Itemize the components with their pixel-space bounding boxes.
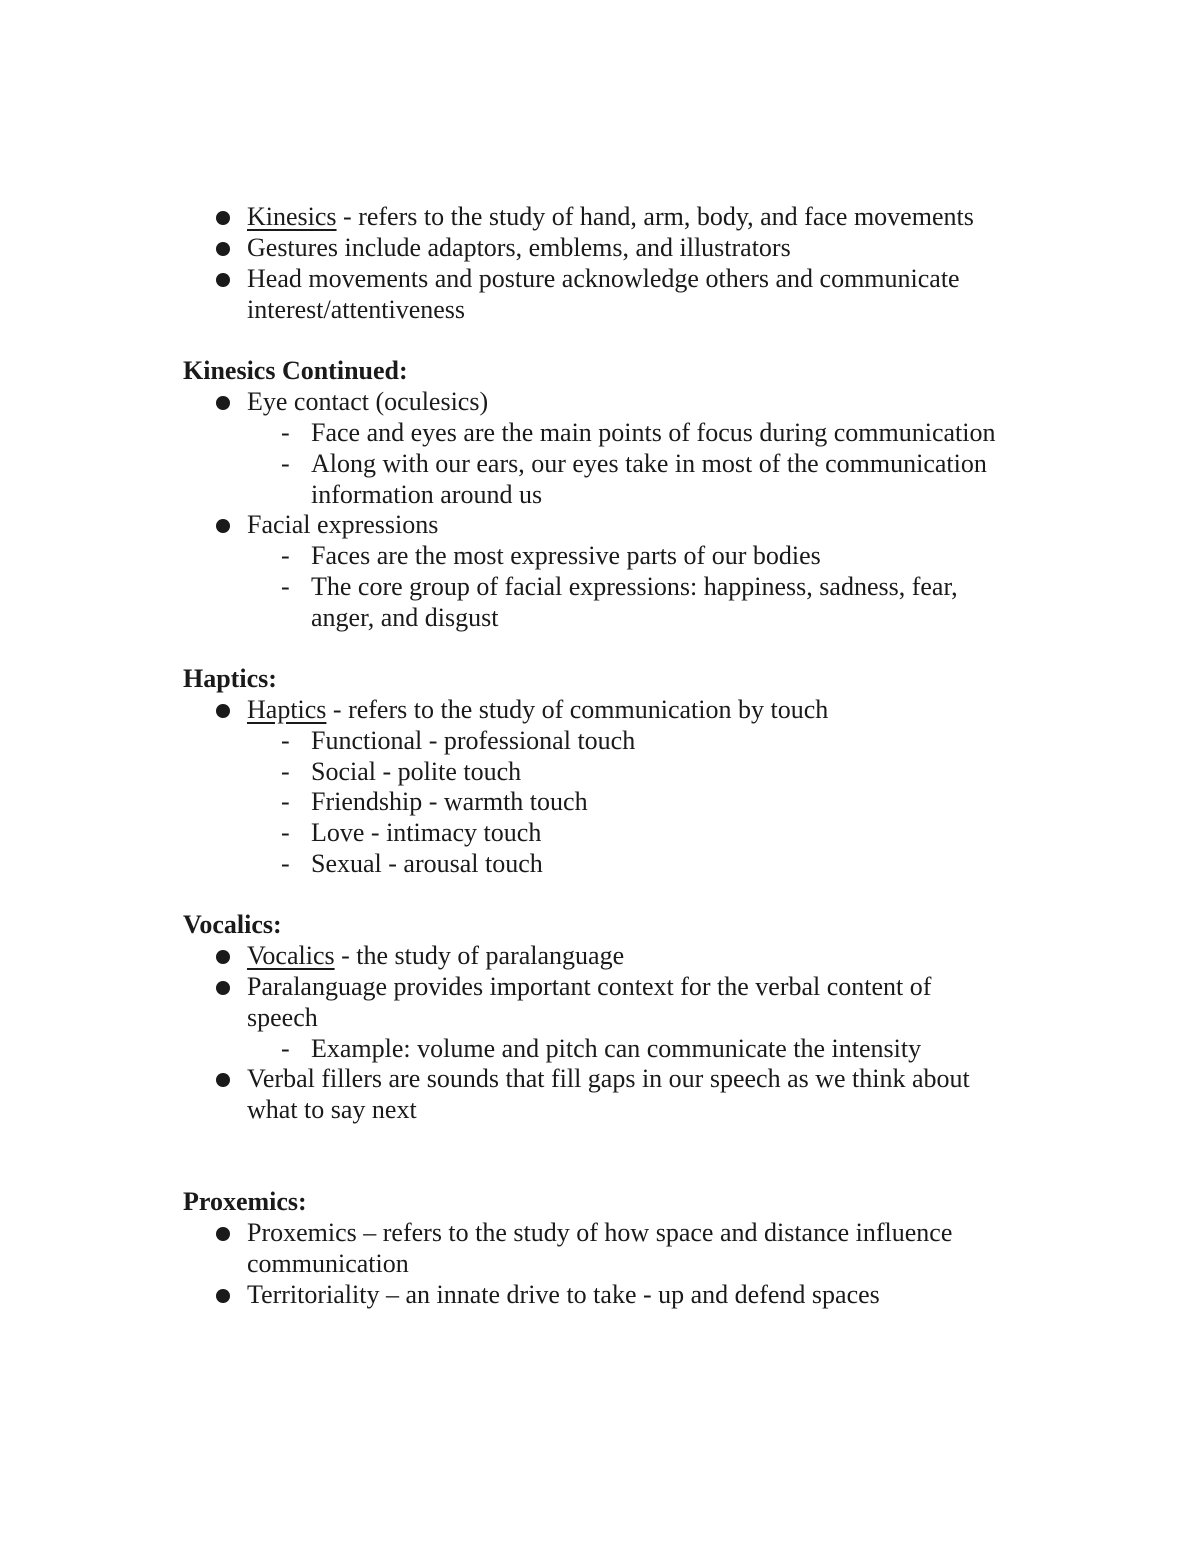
- bullet-icon: [216, 273, 230, 287]
- sub-list-item: Love - intimacy touch: [311, 818, 542, 847]
- item-text: - refers to the study of communication by touch: [326, 695, 829, 724]
- dash-icon: -: [281, 726, 290, 755]
- dash-icon: -: [281, 572, 290, 601]
- list-item: Eye contact (oculesics): [247, 387, 489, 416]
- sub-list-item: Functional - professional touch: [311, 726, 636, 755]
- section-heading-proxemics: Proxemics:: [183, 1187, 307, 1216]
- term-vocalics: Vocalics: [247, 941, 335, 970]
- list-item: Facial expressions: [247, 510, 439, 539]
- list-item-continuation: speech: [247, 1003, 318, 1032]
- list-item: Proxemics – refers to the study of how space and distance influence: [247, 1218, 953, 1247]
- term-kinesics: Kinesics: [247, 202, 337, 231]
- dash-icon: -: [281, 757, 290, 786]
- sub-list-item: Sexual - arousal touch: [311, 849, 543, 878]
- item-text: - refers to the study of hand, arm, body, and face movements: [336, 202, 974, 231]
- sub-list-item-continuation: anger, and disgust: [311, 603, 499, 632]
- sub-list-item: Friendship - warmth touch: [311, 787, 588, 816]
- dash-icon: -: [281, 541, 290, 570]
- section-heading-vocalics: Vocalics:: [183, 910, 282, 939]
- list-item: [247, 201, 974, 232]
- sub-list-item: Social - polite touch: [311, 757, 522, 786]
- bullet-icon: [216, 1289, 230, 1303]
- bullet-icon: [216, 704, 230, 718]
- term-haptics: Haptics: [247, 695, 327, 724]
- bullet-icon: [216, 1227, 230, 1241]
- dash-icon: -: [281, 787, 290, 816]
- list-item-continuation: interest/attentiveness: [247, 295, 466, 324]
- dash-icon: -: [281, 849, 290, 878]
- bullet-icon: [216, 1073, 230, 1087]
- dash-icon: -: [281, 1034, 290, 1063]
- sub-list-item-continuation: information around us: [311, 480, 543, 509]
- list-item-continuation: what to say next: [247, 1095, 417, 1124]
- bullet-icon: [216, 211, 230, 225]
- sub-list-item: Example: volume and pitch can communicate the intensity: [311, 1034, 922, 1063]
- item-text: - the study of paralanguage: [334, 941, 625, 970]
- bullet-icon: [216, 981, 230, 995]
- section-heading-haptics: Haptics:: [183, 664, 277, 693]
- section-heading-kinesics-continued: Kinesics Continued:: [183, 356, 408, 385]
- bullet-icon: [216, 242, 230, 256]
- bullet-icon: [216, 950, 230, 964]
- list-item: Territoriality – an innate drive to take - up and defend spaces: [247, 1280, 880, 1309]
- list-item: Head movements and posture acknowledge others and communicate: [247, 264, 960, 293]
- sub-list-item: Face and eyes are the main points of focus during communication: [311, 418, 996, 447]
- dash-icon: -: [281, 418, 290, 447]
- dash-icon: -: [281, 818, 290, 847]
- list-item: [247, 940, 624, 971]
- bullet-icon: [216, 519, 230, 533]
- list-item: Verbal fillers are sounds that fill gaps in our speech as we think about: [247, 1064, 970, 1093]
- list-item: Paralanguage provides important context for the verbal content of: [247, 972, 932, 1001]
- sub-list-item: Along with our ears, our eyes take in most of the communication: [311, 449, 987, 478]
- list-item-continuation: communication: [247, 1249, 409, 1278]
- list-item: [247, 694, 828, 725]
- dash-icon: -: [281, 449, 290, 478]
- sub-list-item: Faces are the most expressive parts of our bodies: [311, 541, 821, 570]
- bullet-icon: [216, 396, 230, 410]
- list-item: Gestures include adaptors, emblems, and illustrators: [247, 233, 791, 262]
- sub-list-item: The core group of facial expressions: happiness, sadness, fear,: [311, 572, 958, 601]
